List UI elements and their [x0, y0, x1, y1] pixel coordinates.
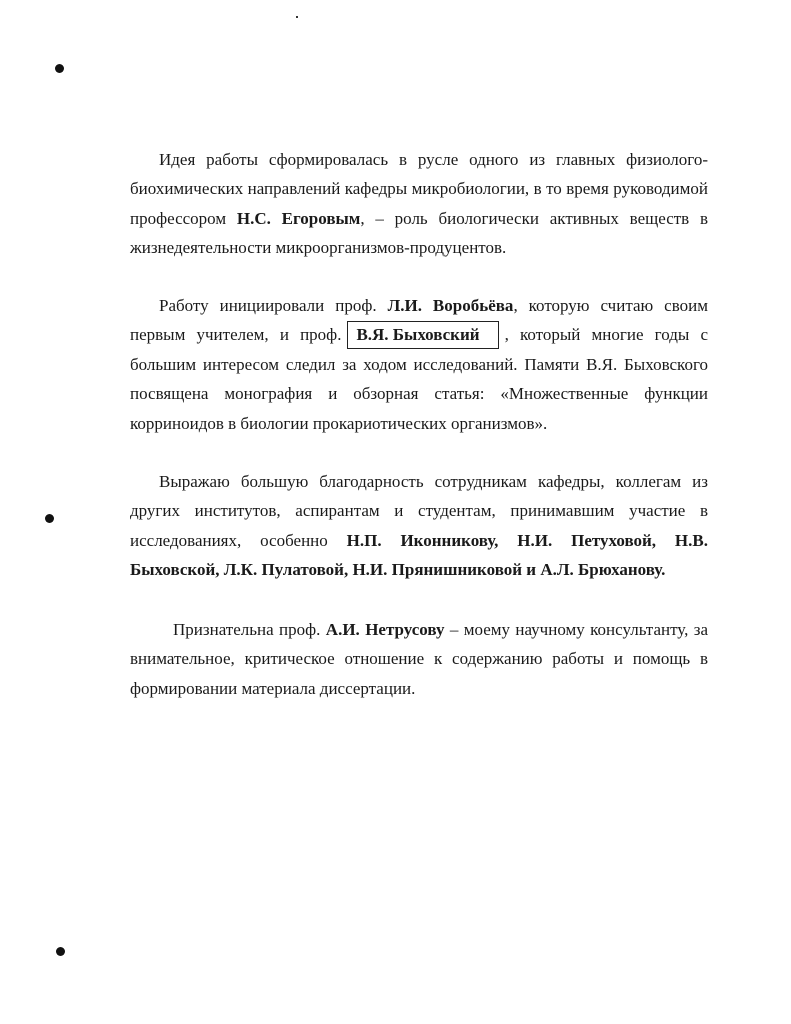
paragraph-initiators: [130, 291, 708, 438]
name-netrusov: А.И. Нетрусову: [325, 620, 445, 639]
paragraph-initiators-text-3: , который многие годы с большим интересом следил за ходом исследований. Памяти В.Я. Быховского посвящена монография и обзорная статья: «Множественные функции корриноидов в биологии прокариотических организмов».: [130, 325, 708, 433]
paragraph-gratitude: [130, 467, 708, 585]
paragraph-consultant: [130, 615, 708, 703]
paragraph-consultant-text-1: Признательна проф.: [173, 620, 326, 639]
names-colleagues: Н.П. Иконникову, Н.И. Петуховой, Н.В. Быховской, Л.К. Пулатовой, Н.И. Прянишниковой и А.Л. Брюханову.: [130, 530, 708, 580]
binder-hole-top: [55, 64, 64, 73]
paragraph-gratitude-text-1: Выражаю большую благодарность сотрудникам кафедры, коллегам из других институтов, аспирантам и студентам, принимавшим участие в исследованиях, особенно: [130, 472, 708, 550]
paragraph-idea-text-1: Идея работы сформировалась в русле одного из главных физиолого-биохимических направлений кафедры микробиологии, в то время руководимой профессором: [130, 150, 708, 228]
name-vorobyova: Л.И. Воробьёва: [387, 296, 514, 315]
paragraph-consultant-text-2: – моему научному консультанту, за внимательное, критическое отношение к содержанию работы и помощь в формировании материала диссертации.: [130, 620, 708, 698]
paragraph-idea-text-2: , – роль биологически активных веществ в жизнедеятельности микроорганизмов-продуцентов.: [130, 208, 709, 258]
scan-speck: [296, 16, 298, 18]
paragraph-idea: [130, 145, 708, 263]
binder-hole-middle: [45, 514, 54, 523]
boxed-name-bykhovsky: В.Я. Быховский: [347, 321, 498, 349]
binder-hole-bottom: [56, 947, 65, 956]
paragraph-initiators-text-2: , которую считаю своим первым учителем, и проф.: [130, 296, 708, 345]
name-egorov: Н.С. Егоровым: [236, 208, 361, 228]
paragraph-initiators-text-1: Работу инициировали проф.: [159, 296, 388, 315]
